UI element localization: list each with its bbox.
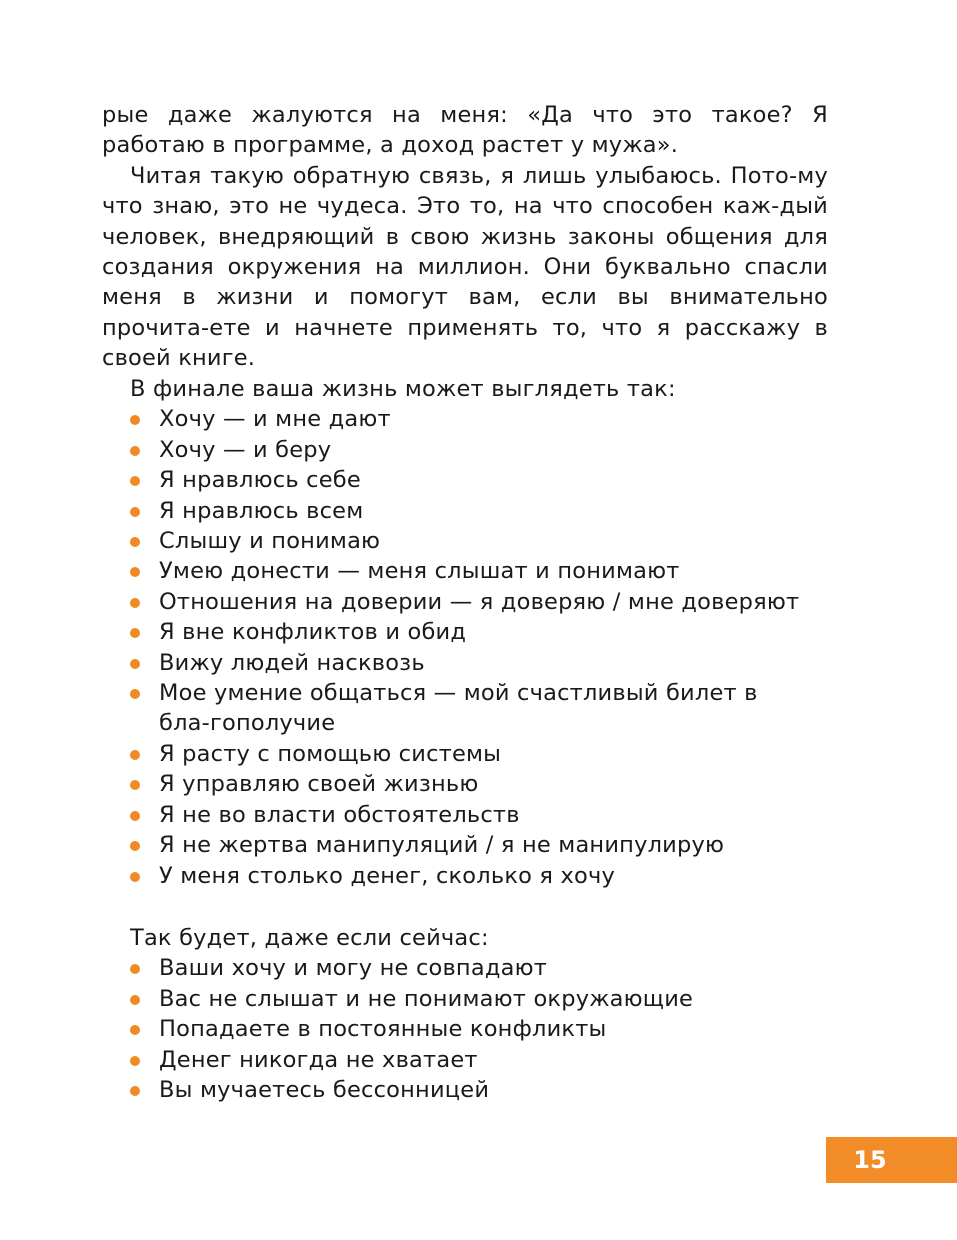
- bullet-icon: [130, 476, 140, 486]
- final-life-list: [130, 404, 830, 891]
- list-item: Попадаете в постоянные конфликты: [130, 1014, 830, 1044]
- list-item: Я не во власти обстоятельств: [130, 800, 830, 830]
- list-item: Вижу людей насквозь: [130, 648, 830, 678]
- list-item: Хочу — и беру: [130, 435, 830, 465]
- bullet-icon: [130, 537, 140, 547]
- bullet-icon: [130, 567, 140, 577]
- bullet-icon: [130, 1086, 140, 1096]
- list-item: Я расту с помощью системы: [130, 739, 830, 769]
- list-item: У меня столько денег, сколько я хочу: [130, 861, 830, 891]
- list-item: Слышу и понимаю: [130, 526, 830, 556]
- list-item: Вас не слышат и не понимают окружающие: [130, 984, 830, 1014]
- current-state-section: [130, 923, 830, 1105]
- current-state-list: [130, 953, 830, 1105]
- list-item: Денег никогда не хватает: [130, 1045, 830, 1075]
- final-life-intro: В финале ваша жизнь может выглядеть так:: [130, 376, 676, 402]
- list-item: Вы мучаетесь бессонницей: [130, 1075, 830, 1105]
- bullet-icon: [130, 628, 140, 638]
- bullet-icon: [130, 415, 140, 425]
- list-item: Я вне конфликтов и обид: [130, 617, 830, 647]
- bullet-icon: [130, 750, 140, 760]
- list-item: Я не жертва манипуляций / я не манипулирую: [130, 830, 830, 860]
- current-state-intro: Так будет, даже если сейчас:: [130, 925, 489, 951]
- bullet-icon: [130, 811, 140, 821]
- bullet-icon: [130, 872, 140, 882]
- list-item: Я нравлюсь себе: [130, 465, 830, 495]
- list-item: Я нравлюсь всем: [130, 496, 830, 526]
- list-item: Ваши хочу и могу не совпадают: [130, 953, 830, 983]
- bullet-icon: [130, 780, 140, 790]
- bullet-icon: [130, 995, 140, 1005]
- bullet-icon: [130, 841, 140, 851]
- bullet-icon: [130, 1025, 140, 1035]
- list-item: Умею донести — меня слышат и понимают: [130, 556, 830, 586]
- list-item: Я управляю своей жизнью: [130, 769, 830, 799]
- bullet-icon: [130, 598, 140, 608]
- list-item: Хочу — и мне дают: [130, 404, 830, 434]
- page-number-tab: [826, 1137, 957, 1183]
- page-number: 15: [853, 1146, 887, 1174]
- list-item: Отношения на доверии — я доверяю / мне доверяют: [130, 587, 830, 617]
- paragraph-continuation: рые даже жалуются на меня: «Да что это такое? Я работаю в программе, а доход растет у мужа».: [102, 102, 828, 159]
- bullet-icon: [130, 446, 140, 456]
- bullet-icon: [130, 507, 140, 517]
- body-text: [102, 100, 828, 374]
- bullet-icon: [130, 964, 140, 974]
- paragraph-feedback: Читая такую обратную связь, я лишь улыбаюсь. Пото-му что знаю, это не чудеса. Это то, на что способен каж-дый человек, внедряющий в свою жизнь законы общения для создания окружения на миллион. Они буквально спасли меня в жизни и помогут вам, если вы внимательно прочита-ете и начнете применять то, что я расскажу в своей книге.: [102, 162, 828, 372]
- bullet-icon: [130, 689, 140, 699]
- list-item: Мое умение общаться — мой счастливый билет в бла-гополучие: [130, 678, 830, 739]
- bullet-icon: [130, 1056, 140, 1066]
- final-life-section: [130, 374, 830, 891]
- bullet-icon: [130, 659, 140, 669]
